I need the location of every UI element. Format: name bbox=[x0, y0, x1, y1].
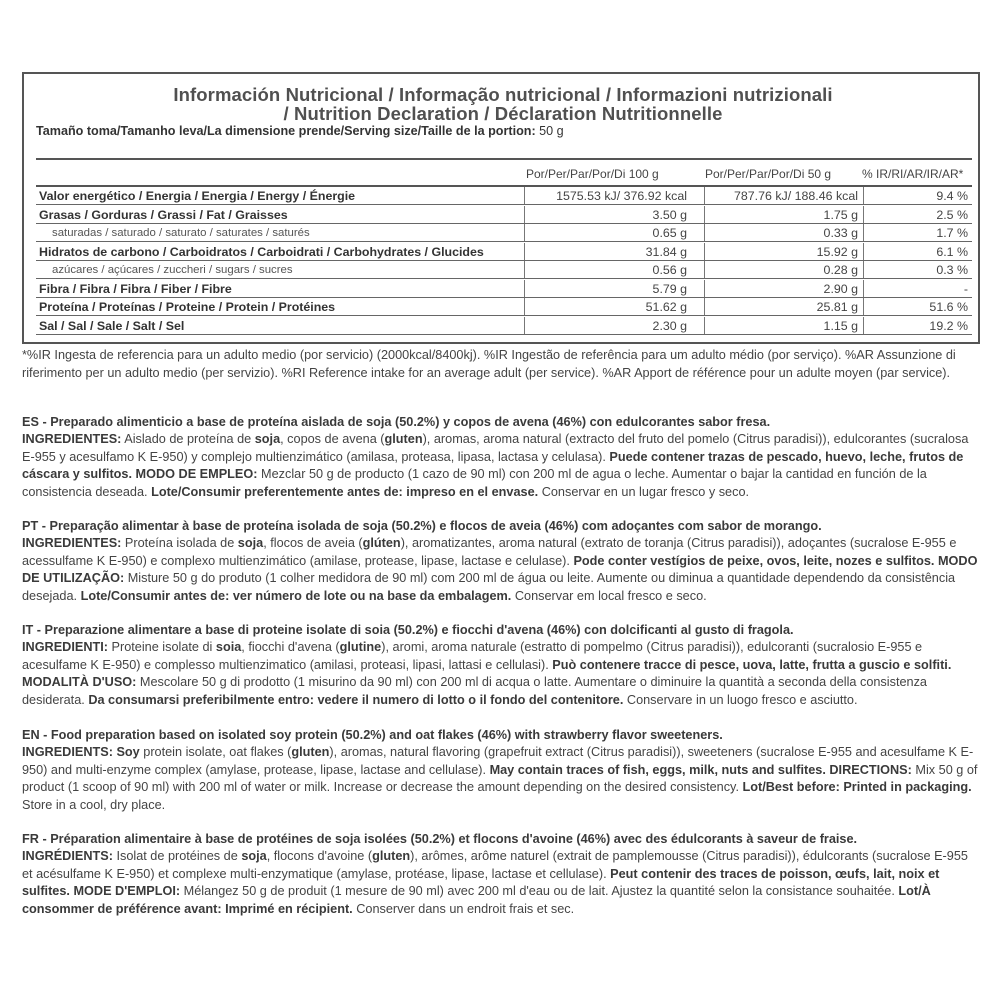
text-segment: Conservar en un lugar fresco y seco. bbox=[538, 484, 750, 499]
text-segment: ), aromas, natural flavoring (grapefruit extract (Citrus paradisi)), sweeteners (sucralose E-955 and acesulfame K E-950) and multi-enzyme complex (amylase, protease, lipase, lactase and cellulase). bbox=[22, 745, 974, 777]
bold-segment: soja bbox=[237, 536, 264, 551]
language-block-en bbox=[22, 727, 980, 814]
column-divider bbox=[524, 243, 525, 261]
table-top-rule bbox=[36, 158, 972, 160]
block-heading: IT - Preparazione alimentare a base di proteine isolate di soia (50.2%) e fiocchi d'avena (46%) con dolcificanti al gusto di fragola. bbox=[22, 623, 794, 637]
per50-value: 15.92 g bbox=[816, 244, 858, 259]
text-segment: Mélangez 50 g de produit (1 mesure de 90 ml) avec 200 ml d'eau ou de lait. Ajustez la quantité selon la consistance souhaitée. bbox=[180, 884, 899, 899]
text-segment: Conserver dans un endroit frais et sec. bbox=[352, 901, 575, 916]
text-segment: Store in a cool, dry place. bbox=[22, 797, 166, 812]
serving-size bbox=[36, 124, 564, 138]
table-row bbox=[36, 206, 972, 224]
block-heading: ES - Preparado alimenticio a base de proteína aislada de soja (50.2%) y copos de avena (46%) con edulcorantes sabor fresa. bbox=[22, 415, 771, 429]
bold-segment: gluten bbox=[384, 432, 423, 447]
column-divider bbox=[704, 298, 705, 316]
column-divider bbox=[704, 187, 705, 205]
bold-segment: soia bbox=[215, 640, 242, 655]
nutrient-label: Sal / Sal / Sale / Salt / Sel bbox=[39, 318, 185, 333]
text-segment: Proteine isolate di bbox=[108, 640, 216, 655]
bold-segment: INGREDIENTI: bbox=[22, 640, 108, 655]
per100-value: 2.30 g bbox=[652, 318, 687, 333]
column-divider bbox=[524, 224, 525, 242]
text-segment: Conservare in un luogo fresco e asciutto. bbox=[623, 692, 858, 707]
column-divider bbox=[524, 206, 525, 224]
bold-segment: Puede contener trazas de pescado, huevo, leche, frutos de cáscara y sulfitos. MODO DE EMPLEO: bbox=[22, 449, 964, 482]
bold-segment: soja bbox=[241, 849, 267, 864]
bold-segment: gluten bbox=[291, 745, 330, 760]
column-divider bbox=[704, 280, 705, 298]
column-divider bbox=[524, 280, 525, 298]
nutrient-label: Hidratos de carbono / Carboidratos / Carboidrati / Carbohydrates / Glucides bbox=[39, 244, 484, 259]
per50-value: 1.75 g bbox=[823, 207, 858, 222]
nutrient-label: azúcares / açúcares / zuccheri / sugars / sucres bbox=[52, 264, 293, 276]
text-segment: protein isolate, oat flakes ( bbox=[139, 745, 292, 760]
column-divider bbox=[863, 317, 864, 335]
nutrition-panel bbox=[22, 72, 980, 344]
text-segment: Proteína isolada de bbox=[121, 536, 238, 551]
column-divider bbox=[704, 261, 705, 279]
per50-value: 787.76 kJ/ 188.46 kcal bbox=[734, 189, 858, 203]
bold-segment: Peut contenir des traces de poisson, œufs, lait, noix et sulfites. MODE D'EMPLOI: bbox=[22, 866, 940, 899]
column-divider bbox=[704, 317, 705, 335]
language-block-fr bbox=[22, 831, 980, 918]
column-header-ir: % IR/RI/AR/IR/AR* bbox=[862, 167, 964, 181]
text-segment: ), aromas, aroma natural (extracto del fruto del pomelo (Citrus paradisi)), edulcorantes (sucralosa E-955 y acesulfamo K E-950) y complejo multienzimático (amilasa, proteasa, lipasa, lactasa y celulasa). bbox=[22, 432, 969, 464]
per100-value: 5.79 g bbox=[652, 281, 687, 296]
bold-segment: glutine bbox=[339, 640, 382, 655]
text-segment: Mezclar 50 g de producto (1 cazo de 90 ml) con 200 ml de agua o leche. Aumentar o bajar la cantidad en función de la consistencia deseada. bbox=[22, 467, 927, 499]
text-segment: Conservar em local fresco e seco. bbox=[511, 588, 707, 603]
column-divider bbox=[704, 243, 705, 261]
ir-value: 2.5 % bbox=[936, 207, 968, 222]
block-heading: EN - Food preparation based on isolated soy protein (50.2%) and oat flakes (46%) with strawberry flavor sweeteners. bbox=[22, 728, 723, 742]
nutrient-label: Grasas / Gorduras / Grassi / Fat / Graisses bbox=[39, 207, 288, 222]
ir-value: - bbox=[963, 281, 968, 296]
bold-segment: INGRÉDIENTS: bbox=[22, 849, 113, 864]
serving-size-value: 50 g bbox=[535, 124, 564, 138]
table-row bbox=[36, 317, 972, 335]
bold-segment: soja bbox=[254, 432, 281, 447]
language-block-pt bbox=[22, 518, 980, 605]
column-header-per100: Por/Per/Par/Por/Di 100 g bbox=[526, 167, 659, 181]
text-segment: , fiocchi d'avena ( bbox=[241, 640, 340, 655]
bold-segment: Può contenere tracce di pesce, uova, latte, frutta a guscio e solfiti. MODALITÀ D'USO: bbox=[22, 657, 952, 690]
text-segment: , copos de avena ( bbox=[280, 432, 385, 447]
column-divider bbox=[863, 298, 864, 316]
text-segment: ), aromi, aroma naturale (estratto di pompelmo (Citrus paradisi)), edulcoranti (sucralosio E-955 e acesulfame K E-950) e complesso multienzimatico (amilasi, proteasi, lipasi, lattasi e cellulasi). bbox=[22, 640, 923, 672]
text-segment: ), arômes, arôme naturel (extrait de pamplemousse (Citrus paradisi)), édulcorants (sucralose E-955 et acésulfame K E-950) et complexe multi-enzymatique (amylase, protéase, lipase, lactase et cellulase). bbox=[22, 849, 968, 881]
bold-segment: Lote/Consumir antes de: ver número de lote ou na base da embalagem. bbox=[80, 588, 512, 603]
per50-value: 0.33 g bbox=[823, 226, 858, 240]
column-divider bbox=[863, 224, 864, 242]
table-row bbox=[36, 243, 972, 261]
bold-segment: Lote/Consumir preferentemente antes de: impreso en el envase. bbox=[151, 484, 539, 499]
per100-value: 31.84 g bbox=[645, 244, 687, 259]
column-divider bbox=[863, 187, 864, 205]
column-divider bbox=[863, 206, 864, 224]
language-block-it bbox=[22, 622, 980, 709]
text-segment: ), aromatizantes, aroma natural (extrato de toranja (Citrus paradisi)), adoçantes (sucralose E-955 e acessulfame K E-950) e complexo multienzimático (amilase, protease, lipase, lactase e celulase). bbox=[22, 536, 957, 568]
panel-title-line1: Información Nutricional / Informação nutricional / Informazioni nutrizionali bbox=[173, 84, 833, 105]
column-header-per50: Por/Per/Par/Por/Di 50 g bbox=[705, 167, 832, 181]
bold-segment: Lot/Best before: Printed in packaging. bbox=[742, 780, 972, 795]
ir-value: 19.2 % bbox=[929, 318, 968, 333]
column-divider bbox=[524, 298, 525, 316]
per100-value: 0.65 g bbox=[652, 226, 687, 240]
column-divider bbox=[863, 243, 864, 261]
per100-value: 0.56 g bbox=[652, 263, 687, 277]
table-row bbox=[36, 280, 972, 298]
per50-value: 1.15 g bbox=[823, 318, 858, 333]
column-divider bbox=[524, 187, 525, 205]
block-heading: FR - Préparation alimentaire à base de protéines de soja isolées (50.2%) et flocons d'avoine (46%) avec des édulcorants à saveur de fraise. bbox=[22, 832, 858, 846]
column-divider bbox=[704, 224, 705, 242]
per100-value: 3.50 g bbox=[652, 207, 687, 222]
text-segment: Aislado de proteína de bbox=[121, 432, 255, 447]
bold-segment: gluten bbox=[372, 849, 411, 864]
column-divider bbox=[704, 206, 705, 224]
per100-value: 1575.53 kJ/ 376.92 kcal bbox=[556, 189, 687, 203]
footnote: *%IR Ingesta de referencia para un adulto medio (por servicio) (2000kcal/8400kj). %IR Ingestão de referência para um adulto médio (por serviço). %AR Assunzione di riferimento per un adulto medio (per servizio). %RI Reference intake for an average adult (per service). %AR Apport de référence pour un adulte moyen (par service). bbox=[22, 348, 956, 380]
nutrient-label: Valor energético / Energia / Energia / Energy / Énergie bbox=[39, 189, 356, 203]
table-row bbox=[36, 261, 972, 279]
bold-segment: glúten bbox=[362, 536, 401, 551]
per100-value: 51.62 g bbox=[645, 300, 687, 314]
ir-value: 9.4 % bbox=[936, 189, 968, 203]
bold-segment: Da consumarsi preferibilmente entro: vedere il numero di lotto o il fondo del contenitore. bbox=[88, 692, 624, 707]
text-segment: , flocos de aveia ( bbox=[263, 536, 363, 551]
ir-value: 6.1 % bbox=[936, 244, 968, 259]
text-segment: , flocons d'avoine ( bbox=[266, 849, 373, 864]
ir-value: 51.6 % bbox=[929, 300, 968, 314]
bold-segment: INGREDIENTS: Soy bbox=[22, 745, 140, 760]
block-heading: PT - Preparação alimentar à base de proteína isolada de soja (50.2%) e flocos de aveia (46%) com adoçantes com sabor de morango. bbox=[22, 519, 822, 533]
column-divider bbox=[863, 280, 864, 298]
serving-size-label: Tamaño toma/Tamanho leva/La dimensione prende/Serving size/Taille de la portion: bbox=[36, 124, 536, 138]
bold-segment: INGREDIENTES: bbox=[22, 432, 122, 447]
panel-title-line2: / Nutrition Declaration / Déclaration Nutritionnelle bbox=[283, 103, 723, 124]
per50-value: 25.81 g bbox=[816, 300, 858, 314]
table-row bbox=[36, 224, 972, 242]
text-segment: Isolat de protéines de bbox=[112, 849, 242, 864]
text-segment: Misture 50 g do produto (1 colher medidora de 90 ml) com 200 ml de água ou leite. Aumente ou diminua a quantidade dependendo da consistência desejada. bbox=[22, 571, 956, 603]
bold-segment: INGREDIENTES: bbox=[22, 536, 122, 551]
nutrient-label: Fibra / Fibra / Fibra / Fiber / Fibre bbox=[39, 281, 232, 296]
column-divider bbox=[524, 261, 525, 279]
nutrient-label: Proteína / Proteínas / Proteine / Protein / Protéines bbox=[39, 300, 336, 314]
per50-value: 2.90 g bbox=[823, 281, 858, 296]
table-row bbox=[36, 298, 972, 316]
column-divider bbox=[524, 317, 525, 335]
text-segment: Mix 50 g of product (1 scoop of 90 ml) with 200 ml of water or milk. Increase or decrease the amount depending on the desired consistency. bbox=[22, 762, 978, 795]
nutrient-label: saturadas / saturado / saturato / saturates / saturés bbox=[52, 227, 310, 239]
per50-value: 0.28 g bbox=[823, 263, 858, 277]
bold-segment: Lot/À consommer de préférence avant: Imprimé en récipient. bbox=[22, 884, 931, 916]
text-segment: Mescolare 50 g di prodotto (1 misurino da 90 ml) con 200 ml di acqua o latte. Aumentare o diminuire la quantità a seconda della consistenza desiderata. bbox=[22, 675, 927, 707]
table-row bbox=[36, 187, 972, 205]
ir-value: 1.7 % bbox=[936, 226, 968, 240]
bold-segment: May contain traces of fish, eggs, milk, nuts and sulfites. DIRECTIONS: bbox=[489, 762, 912, 777]
ir-value: 0.3 % bbox=[936, 263, 968, 277]
row-divider bbox=[36, 334, 972, 335]
column-divider bbox=[863, 261, 864, 279]
bold-segment: Pode conter vestígios de peixe, ovos, leite, nozes e sulfitos. MODO DE UTILIZAÇÃO: bbox=[22, 553, 978, 586]
language-block-es bbox=[22, 414, 980, 501]
